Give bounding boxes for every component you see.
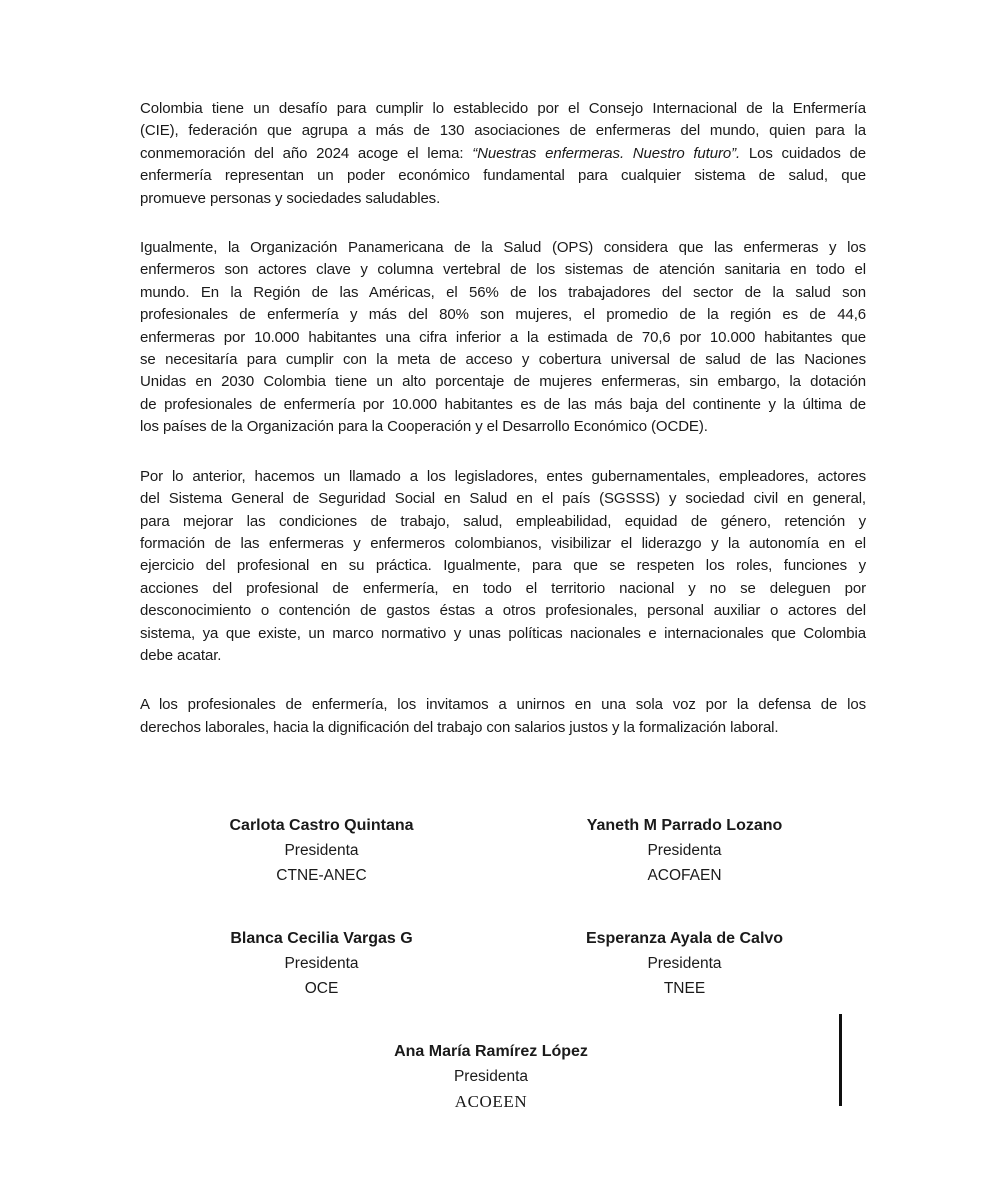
lema-suffix: Los cuidados de: [740, 144, 866, 162]
signatory-title: Presidenta: [647, 955, 722, 973]
signatory-title: Presidenta: [453, 1068, 529, 1086]
text-line: ejercicio del profesional en su práctica. Igualmente, para que se respeten los roles, funciones y: [140, 557, 866, 575]
text-line: enfermeros son actores clave y columna vertebral de los sistemas de atención sanitaria en todo el: [140, 261, 866, 279]
text-line: desconocimiento o contención de gastos éstas a otros profesionales, personal auxiliar o actores del: [140, 602, 866, 620]
paragraph-intro: [140, 98, 866, 210]
document-body: [140, 98, 866, 1152]
text-line: sistema, ya que existe, un marco normativo y unas políticas nacionales e internacionales que Colombia: [140, 624, 866, 642]
signatory-title: Presidenta: [647, 842, 722, 860]
signature-row-1: [140, 813, 866, 888]
text-line: profesionales de enfermería y más del 80% son mujeres, el promedio de la región es de 44,6: [140, 306, 866, 324]
signatory-org: TNEE: [663, 980, 706, 998]
signatory-name: Ana María Ramírez López: [394, 1043, 588, 1061]
text-line: derechos laborales, hacia la dignificación del trabajo con salarios justos y la formalización laboral.: [140, 718, 779, 736]
signature-block-ctne-anec: [140, 813, 503, 888]
signature-block-oce: [140, 926, 503, 1001]
text-line: Por lo anterior, hacemos un llamado a los legisladores, entes gubernamentales, empleadores, actores: [140, 467, 866, 485]
text-line: debe acatar.: [140, 646, 222, 664]
lema-quote: “Nuestras enfermeras. Nuestro futuro”.: [472, 144, 741, 162]
text-line: los países de la Organización para la Cooperación y el Desarrollo Económico (OCDE).: [140, 418, 708, 436]
signatory-name: Blanca Cecilia Vargas G: [230, 930, 413, 948]
text-line: Colombia tiene un desafío para cumplir lo establecido por el Consejo Internacional de la Enfermería: [140, 100, 866, 117]
signature-block-acofaen: [503, 813, 866, 888]
signature-block-tnee: [503, 926, 866, 1001]
paragraph-intro-top: [140, 98, 866, 143]
signatory-name: Yaneth M Parrado Lozano: [586, 817, 783, 835]
paragraph-intro-bottom: [140, 165, 866, 210]
text-line: del Sistema General de Seguridad Social en Salud en el país (SGSSS) y sociedad civil en general,: [140, 490, 866, 508]
signatory-title: Presidenta: [284, 955, 359, 973]
text-line: (CIE), federación que agrupa a más de 130 asociaciones de enfermeras del mundo, quien para la: [140, 122, 866, 140]
lema-prefix: conmemoración del año 2024 acoge el lema:: [140, 144, 473, 162]
text-line: se necesitaría para cumplir con la meta de acceso y cobertura universal de salud de las Naciones: [140, 351, 866, 369]
text-line: para mejorar las condiciones de trabajo, salud, empleabilidad, equidad de género, retención y: [140, 512, 866, 530]
vertical-line: [839, 1014, 842, 1106]
lema-line: [140, 143, 866, 165]
text-line: formación de las enfermeras y enfermeros colombianos, visibilizar el liderazgo y la autonomía en el: [140, 534, 866, 552]
signatory-org: ACOEEN: [454, 1092, 528, 1112]
paragraph-ops: [140, 237, 866, 439]
signature-section: [140, 813, 866, 1114]
text-line: Unidas en 2030 Colombia tiene un alto porcentaje de mujeres enfermeras, sin embargo, la dotación: [140, 373, 866, 391]
signature-row-3: [140, 1039, 866, 1114]
signatory-org: OCE: [304, 980, 339, 998]
signatory-name: Carlota Castro Quintana: [229, 817, 414, 835]
text-line: enfermería representan un poder económico fundamental para cualquier sistema de salud, que: [140, 167, 866, 185]
text-line: promueve personas y sociedades saludables.: [140, 189, 441, 207]
paragraph-invitacion: [140, 694, 866, 739]
signatory-name: Esperanza Ayala de Calvo: [585, 930, 784, 948]
text-line: A los profesionales de enfermería, los invitamos a unirnos en una sola voz por la defensa de los: [140, 696, 866, 714]
text-line: Igualmente, la Organización Panamericana de la Salud (OPS) considera que las enfermeras y los: [140, 239, 866, 257]
paragraph-llamado: [140, 466, 866, 668]
signatory-title: Presidenta: [284, 842, 359, 860]
signature-row-2: [140, 926, 866, 1001]
signature-block-acoeen: [128, 1039, 854, 1114]
text-line: acciones del profesional de enfermería, en todo el territorio nacional y no se deleguen por: [140, 579, 866, 597]
signatory-org: CTNE-ANEC: [276, 867, 367, 885]
text-line: de profesionales de enfermería por 10.000 habitantes es de las más baja del continente y la última de: [140, 395, 866, 413]
text-line: enfermeras por 10.000 habitantes una cifra inferior a la estimada de 70,6 por 10.000 habitantes que: [140, 328, 866, 346]
signatory-org: ACOFAEN: [647, 867, 722, 885]
text-line: mundo. En la Región de las Américas, el 56% de los trabajadores del sector de la salud son: [140, 283, 866, 301]
